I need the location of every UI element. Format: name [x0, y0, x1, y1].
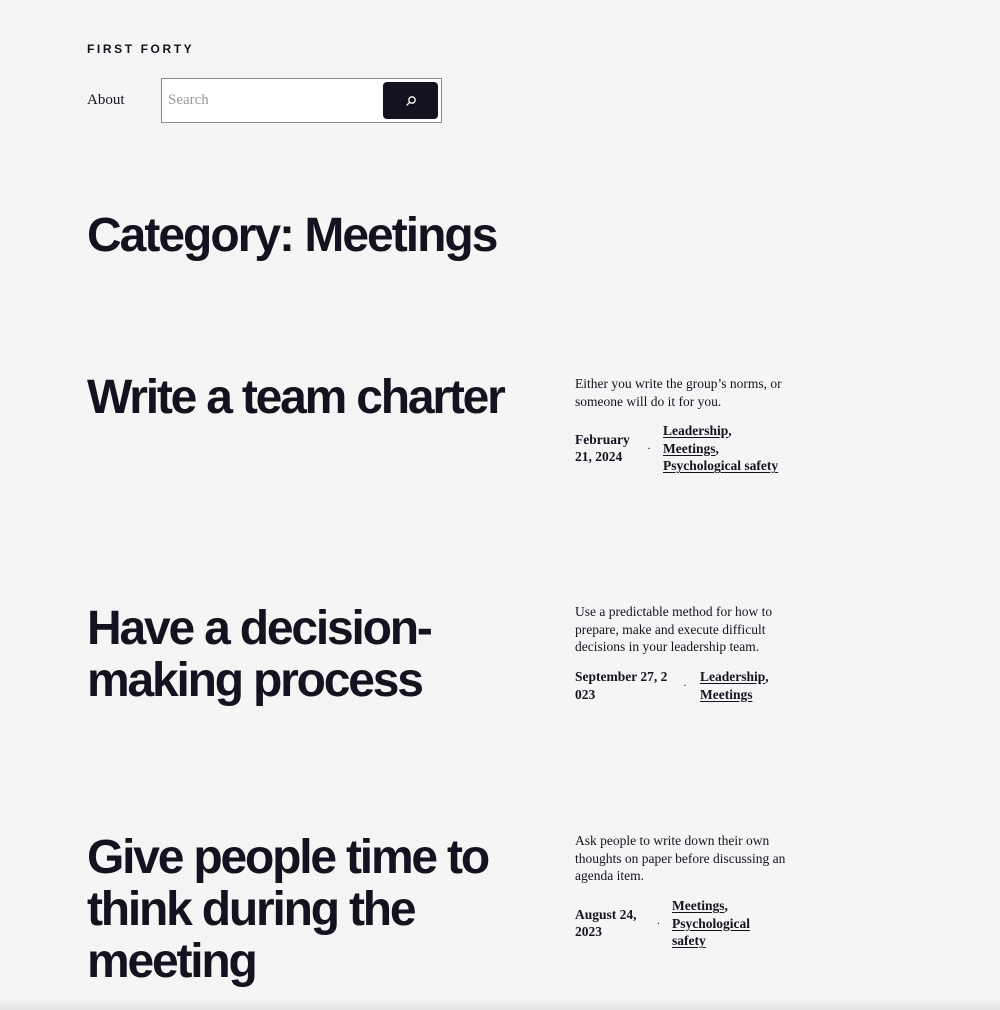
post-categories: Leadership, Meetings: [700, 669, 769, 702]
post-categories: Leadership, Meetings, Psychological safety: [663, 423, 779, 474]
post-meta: [575, 668, 810, 703]
page-title: Category: Meetings: [87, 209, 497, 262]
search-input[interactable]: [162, 79, 377, 122]
post-meta: [575, 422, 823, 475]
post-excerpt: Either you write the group’s norms, or someone will do it for you.: [575, 376, 782, 409]
post-title-link[interactable]: Give people time to think during the meeting: [87, 831, 488, 988]
meta-separator: ·: [647, 440, 651, 455]
post-date-link[interactable]: September 27, 2023: [575, 669, 668, 702]
post-title: [87, 372, 557, 424]
category-link[interactable]: Meetings: [672, 898, 725, 913]
post-excerpt: Ask people to write down their own thoughts on paper before discussing an agenda item.: [575, 833, 786, 884]
meta-separator: ·: [683, 677, 687, 692]
post-excerpt: Use a predictable method for how to prepare, make and execute difficult decisions in your leadership team.: [575, 604, 773, 655]
bottom-fade: [0, 998, 1000, 1010]
post-date-link[interactable]: February 21, 2024: [575, 431, 630, 465]
category-link[interactable]: Psychological safety: [672, 915, 750, 949]
post-title: [87, 832, 557, 988]
meta-separator: ·: [656, 915, 661, 930]
category-link[interactable]: Leadership: [700, 669, 766, 684]
post-title: [87, 603, 557, 707]
nav-about-link[interactable]: About: [87, 92, 125, 108]
post-date-link[interactable]: August 24, 2023: [575, 906, 637, 940]
search-form: [161, 78, 442, 123]
post-categories: Meetings, Psychological safety: [672, 898, 750, 949]
category-link[interactable]: Psychological safety: [663, 458, 779, 474]
category-link[interactable]: Meetings: [700, 686, 753, 702]
post-title-link[interactable]: Write a team charter: [87, 371, 504, 424]
post-title-link[interactable]: Have a decision-making process: [87, 602, 431, 707]
site-title[interactable]: FIRST FORTY: [87, 42, 195, 56]
category-link[interactable]: Meetings: [663, 440, 716, 456]
search-button[interactable]: [383, 82, 438, 119]
post-meta: [575, 897, 782, 950]
search-icon: [405, 95, 417, 107]
category-link[interactable]: Leadership: [663, 423, 729, 438]
